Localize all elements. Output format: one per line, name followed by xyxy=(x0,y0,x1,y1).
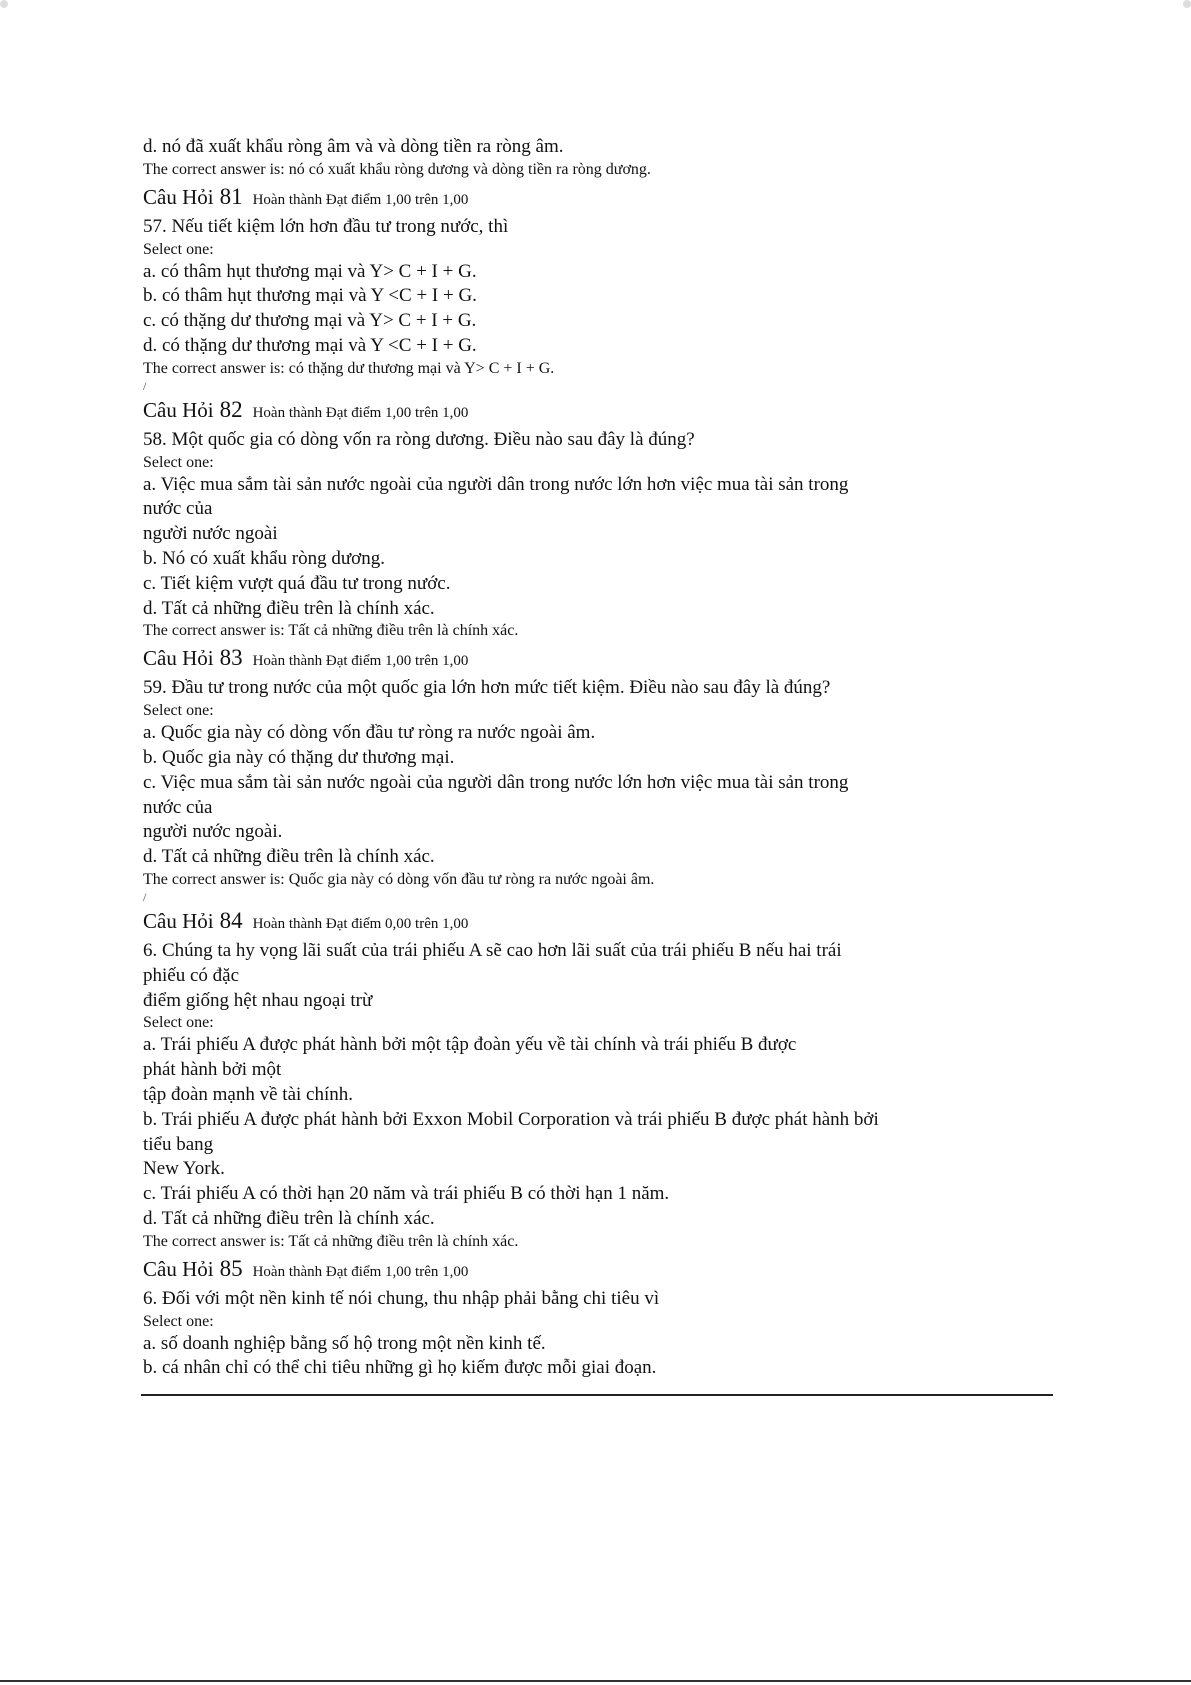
question-number: 85 xyxy=(219,1255,243,1281)
answer-option-line: c. Việc mua sắm tài sản nước ngoài của người dân trong nước lớn hơn việc mua tài sản trong xyxy=(143,771,849,793)
answer-option xyxy=(143,1182,1063,1207)
question-status: Hoàn thành Đạt điểm 0,00 trên 1,00 xyxy=(252,915,469,932)
question-label: Câu Hỏi xyxy=(143,1256,214,1281)
question-label: Câu Hỏi xyxy=(143,908,214,933)
answer-option xyxy=(143,1108,1063,1182)
answer-option-line: a. Việc mua sắm tài sản nước ngoài của người dân trong nước lớn hơn việc mua tài sản trong xyxy=(143,473,849,495)
answer-option-line: d. Tất cả những điều trên là chính xác. xyxy=(143,597,435,619)
correct-answer: The correct answer is: Tất cả những điều trên là chính xác. xyxy=(143,1232,519,1250)
answer-option xyxy=(143,1356,1063,1381)
question-block xyxy=(143,906,1063,1252)
question-text: 6. Chúng ta hy vọng lãi suất của trái phiếu A sẽ cao hơn lãi suất của trái phiếu B nếu hai trái xyxy=(143,939,842,961)
answer-option xyxy=(143,309,1063,334)
answer-option xyxy=(143,721,1063,746)
answer-option xyxy=(143,284,1063,309)
answer-option xyxy=(143,572,1063,597)
answer-option-line: tập đoàn mạnh về tài chính. xyxy=(143,1083,353,1105)
answer-option-line: d. Tất cả những điều trên là chính xác. xyxy=(143,846,435,868)
answer-option-line: d. Tất cả những điều trên là chính xác. xyxy=(143,1207,435,1229)
correct-answer: The correct answer is: Quốc gia này có dòng vốn đầu tư ròng ra nước ngoài âm. xyxy=(143,870,655,888)
answer-option xyxy=(143,771,1063,845)
answer-option xyxy=(143,473,1063,547)
question-text: điểm giống hệt nhau ngoại trừ xyxy=(143,989,373,1011)
question-number: 83 xyxy=(219,645,243,671)
answer-option-line: nước của xyxy=(143,796,213,818)
answer-option-line: b. Trái phiếu A được phát hành bởi Exxon Mobil Corporation và trái phiếu B được phát hành bởi xyxy=(143,1108,879,1130)
answer-option-line: c. có thặng dư thương mại và Y> C + I + G. xyxy=(143,310,477,332)
section-divider xyxy=(141,1394,1053,1396)
answer-option-line: người nước ngoài xyxy=(143,523,278,545)
question-text: 59. Đầu tư trong nước của một quốc gia lớn hơn mức tiết kiệm. Điều nào sau đây là đúng? xyxy=(143,677,831,699)
question-block xyxy=(143,182,1063,393)
answer-option-line: a. Quốc gia này có dòng vốn đầu tư ròng ra nước ngoài âm. xyxy=(143,722,596,744)
page-bottom-edge xyxy=(0,1680,1191,1682)
answer-option-line: b. cá nhân chỉ có thể chi tiêu những gì họ kiếm được mỗi giai đoạn. xyxy=(143,1357,657,1379)
question-text: 6. Đối với một nền kinh tế nói chung, thu nhập phải bằng chi tiêu vì xyxy=(143,1287,660,1309)
question-number: 81 xyxy=(219,183,243,209)
correct-answer: The correct answer is: Tất cả những điều trên là chính xác. xyxy=(143,622,519,640)
answer-option-line: a. có thâm hụt thương mại và Y> C + I + G. xyxy=(143,260,477,282)
question-number: 84 xyxy=(219,907,243,933)
answer-option-line: b. Quốc gia này có thặng dư thương mại. xyxy=(143,746,455,768)
document-page xyxy=(143,135,1063,1381)
question-text: 58. Một quốc gia có dòng vốn ra ròng dương. Điều nào sau đây là đúng? xyxy=(143,428,695,450)
question-block xyxy=(143,1254,1063,1381)
select-one-label: Select one: xyxy=(143,453,214,471)
page-corner-mark xyxy=(0,0,8,8)
answer-option xyxy=(143,260,1063,285)
question-header xyxy=(143,182,1063,215)
answer-option xyxy=(143,845,1063,870)
page-corner-mark xyxy=(1183,0,1191,8)
select-one-label: Select one: xyxy=(143,1014,214,1032)
select-one-label: Select one: xyxy=(143,240,214,258)
answer-option-line: nước của xyxy=(143,498,213,520)
answer-option xyxy=(143,1033,1063,1107)
intro-option-d: d. nó đã xuất khẩu ròng âm và và dòng tiền ra ròng âm. xyxy=(143,136,564,157)
question-status: Hoàn thành Đạt điểm 1,00 trên 1,00 xyxy=(252,191,469,208)
answer-option-line: tiểu bang xyxy=(143,1133,214,1155)
answer-option-line: c. Trái phiếu A có thời hạn 20 năm và trái phiếu B có thời hạn 1 năm. xyxy=(143,1183,670,1205)
question-text: 57. Nếu tiết kiệm lớn hơn đầu tư trong nước, thì xyxy=(143,215,509,237)
question-block xyxy=(143,395,1063,642)
question-number: 82 xyxy=(219,396,243,422)
answer-option-line: b. có thâm hụt thương mại và Y <C + I + G. xyxy=(143,285,477,307)
intro-correct-answer: The correct answer is: nó có xuất khẩu ròng dương và dòng tiền ra ròng dương. xyxy=(143,160,651,178)
answer-option-line: d. có thặng dư thương mại và Y <C + I + G. xyxy=(143,334,477,356)
answer-option xyxy=(143,1207,1063,1232)
question-text: phiếu có đặc xyxy=(143,964,240,986)
select-one-label: Select one: xyxy=(143,1312,214,1330)
answer-option xyxy=(143,334,1063,359)
answer-option-line: a. số doanh nghiệp bằng số hộ trong một nền kinh tế. xyxy=(143,1332,546,1354)
question-header xyxy=(143,643,1063,676)
answer-option xyxy=(143,1332,1063,1357)
select-one-label: Select one: xyxy=(143,702,214,720)
answer-option xyxy=(143,746,1063,771)
question-header xyxy=(143,1254,1063,1287)
question-status: Hoàn thành Đạt điểm 1,00 trên 1,00 xyxy=(252,1263,469,1280)
answer-option xyxy=(143,597,1063,622)
question-label: Câu Hỏi xyxy=(143,184,214,209)
question-status: Hoàn thành Đạt điểm 1,00 trên 1,00 xyxy=(252,653,469,670)
question-list xyxy=(143,182,1063,1381)
answer-option-line: phát hành bởi một xyxy=(143,1059,282,1081)
question-label: Câu Hỏi xyxy=(143,646,214,671)
answer-option-line: c. Tiết kiệm vượt quá đầu tư trong nước. xyxy=(143,572,451,594)
page-marker: / xyxy=(143,889,147,904)
answer-option-line: a. Trái phiếu A được phát hành bởi một tập đoàn yếu về tài chính và trái phiếu B được xyxy=(143,1034,797,1056)
question-status: Hoàn thành Đạt điểm 1,00 trên 1,00 xyxy=(252,404,469,421)
answer-option-line: New York. xyxy=(143,1158,225,1180)
answer-option-line: người nước ngoài. xyxy=(143,821,283,843)
correct-answer: The correct answer is: có thặng dư thương mại và Y> C + I + G. xyxy=(143,359,555,377)
answer-option xyxy=(143,547,1063,572)
question-label: Câu Hỏi xyxy=(143,397,214,422)
question-header xyxy=(143,395,1063,428)
page-marker: / xyxy=(143,378,147,393)
question-header xyxy=(143,906,1063,939)
question-block xyxy=(143,643,1063,904)
answer-option-line: b. Nó có xuất khẩu ròng dương. xyxy=(143,547,385,569)
